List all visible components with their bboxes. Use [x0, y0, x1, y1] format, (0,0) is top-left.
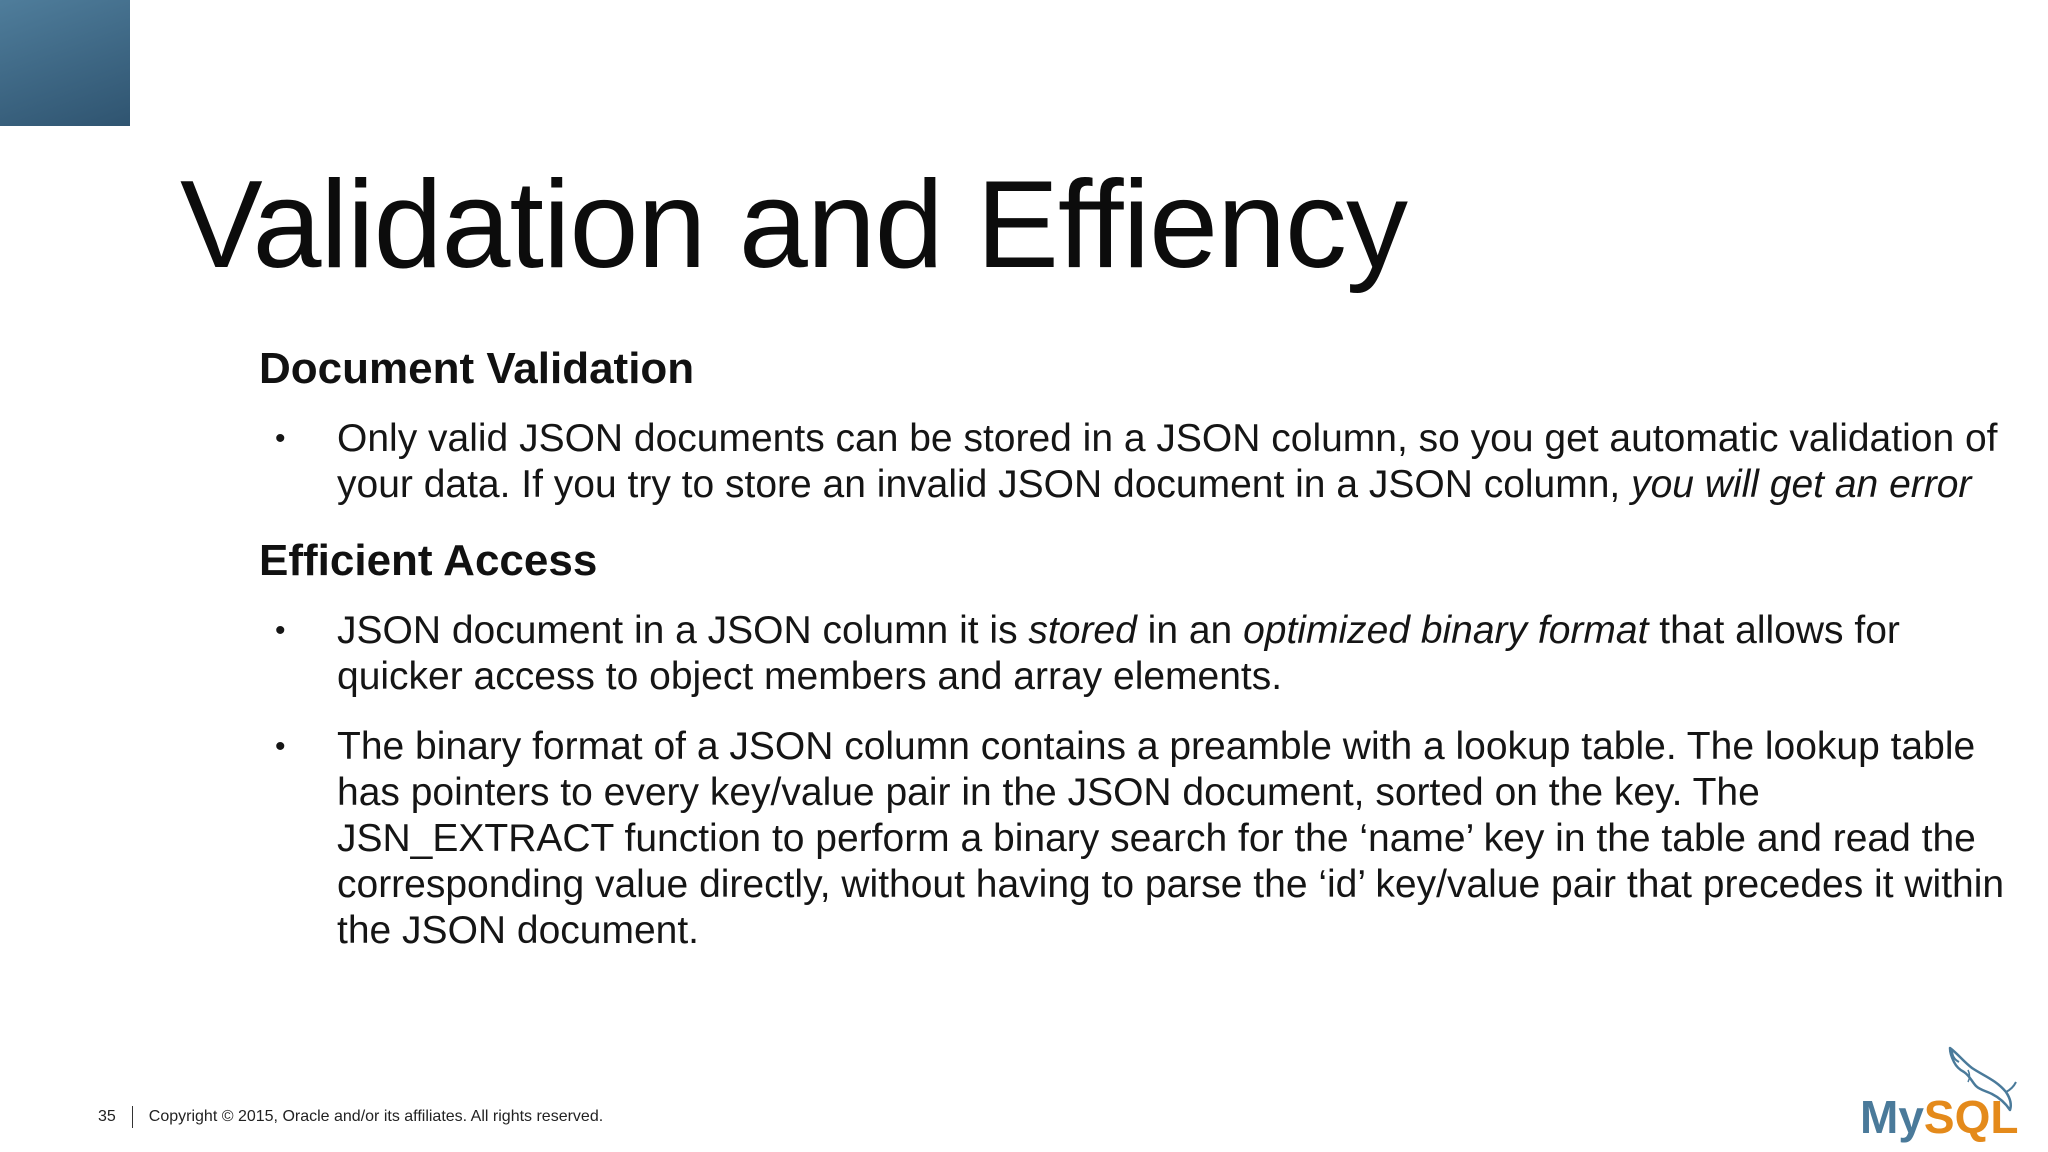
section-document-validation: [259, 340, 2019, 508]
bullet-item: [259, 608, 2019, 700]
mysql-logo-text: [1860, 1091, 2019, 1143]
section-heading: Efficient Access: [259, 536, 598, 585]
bullet-text-segment-italic: you will get an error: [1631, 463, 1972, 506]
bullet-item: [259, 724, 2019, 954]
bullet-text: [337, 725, 2004, 952]
bullet-dot: •: [275, 422, 286, 455]
bullet-text-segment-italic: stored: [1028, 609, 1137, 652]
slide-content: [259, 340, 2019, 978]
bullet-list: [259, 416, 2019, 508]
bullet-text-segment: in an: [1136, 609, 1244, 652]
bullet-dot: •: [275, 730, 286, 763]
bullet-list: [259, 608, 2019, 954]
bullet-text-segment: JSON document in a JSON column it is: [337, 609, 1029, 652]
bullet-text-segment: The binary format of a JSON column contains a preamble with a lookup table. The lookup table has pointers to every key/value pair in the JSON document, sorted on the key. The JSN_EXTRACT function to perform a binary search for the ‘name’ key in the table and read the corresponding value directly, without having to parse the ‘id’ key/value pair that precedes it within the JSON document.: [337, 725, 2005, 952]
copyright-text: Copyright © 2015, Oracle and/or its affiliates. All rights reserved.: [148, 1108, 604, 1125]
footer-divider: [132, 1106, 133, 1128]
slide-footer: [98, 1106, 603, 1128]
section-efficient-access: [259, 532, 2019, 954]
logo-text: MySQL: [1860, 1091, 2019, 1143]
section-heading: Document Validation: [259, 344, 695, 393]
mysql-logo: [1860, 1040, 2020, 1143]
bullet-dot: •: [275, 614, 286, 647]
bullet-text-segment: that allows for quicker access to object members and array elements.: [337, 609, 1900, 698]
bullet-item: [259, 416, 2019, 508]
page-number: 35: [98, 1108, 116, 1125]
bullet-text-segment: Only valid JSON documents can be stored in a JSON column, so you get automatic validation of your data. If you try to store an invalid JSON document in a JSON column,: [337, 417, 1998, 506]
bullet-text: [337, 609, 1900, 698]
bullet-text-segment-italic: optimized binary format: [1243, 609, 1649, 652]
corner-accent-block: [0, 0, 130, 126]
bullet-text: [337, 417, 1998, 506]
slide-title: Validation and Effiency: [180, 156, 1408, 295]
